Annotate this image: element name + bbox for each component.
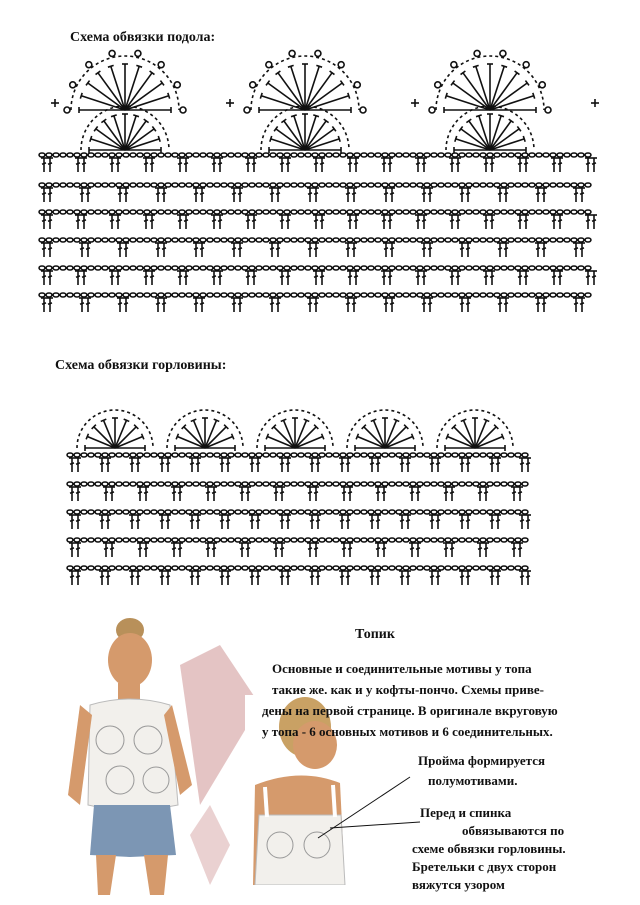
front-back-line: обвязываются по: [462, 823, 565, 838]
front-back-line: Бретельки с двух сторон: [412, 859, 557, 874]
description-line: у топа - 6 основных мотивов и 6 соединительных.: [262, 724, 553, 739]
neck-chart-title: Схема обвязки горловины:: [55, 358, 227, 373]
description-line: такие же. как и у кофты-пончо. Схемы приве-: [272, 682, 545, 697]
front-back-line: схеме обвязки горловины.: [412, 841, 566, 856]
front-back-line: Перед и спинка: [420, 805, 512, 820]
description-line: Основные и соединительные мотивы у топа: [272, 661, 532, 676]
top-title: Топик: [355, 627, 395, 642]
description-line: дены на первой странице. В оригинале вкруговую: [262, 703, 558, 718]
front-back-line: вяжутся узором: [412, 877, 505, 892]
hem-chart-title: Схема обвязки подола:: [70, 30, 216, 45]
armhole-line: Пройма формируется: [418, 753, 545, 768]
armhole-line: полумотивами.: [428, 773, 518, 788]
